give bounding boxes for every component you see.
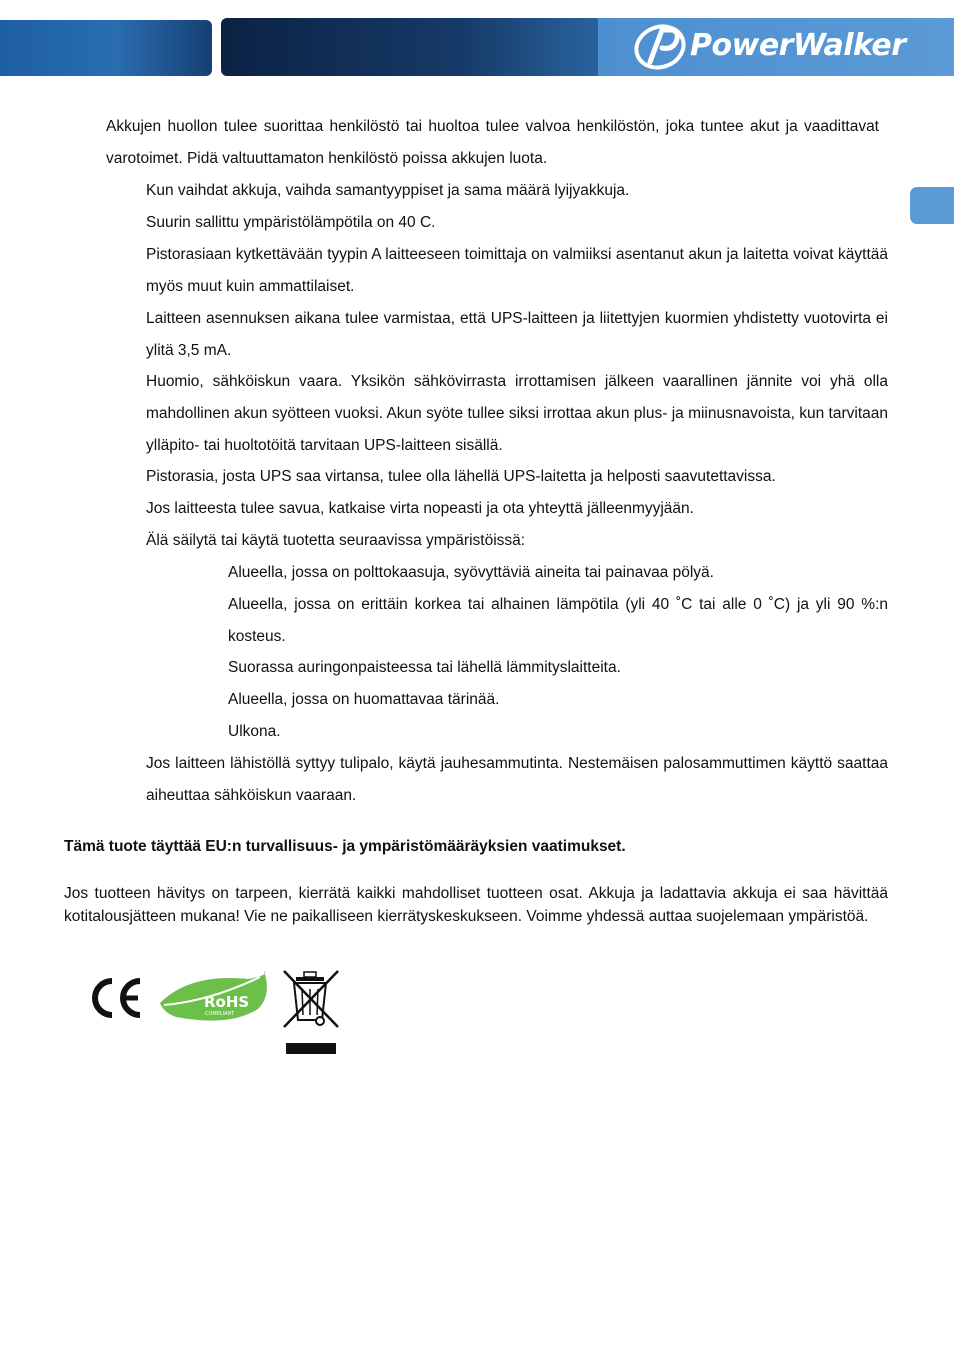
compliance-marks (80, 965, 360, 1060)
rohs-label: RoHS (204, 993, 250, 1011)
rohs-sublabel: COMPLIANT (205, 1011, 235, 1017)
weee-crossed-bin-icon (284, 971, 338, 1054)
paragraph-fire: Jos laitteen lähistöllä syttyy tulipalo, käytä jauhesammutinta. Nestemäisen palosammuttimen käyttö saattaa aiheuttaa sähköiskun vaaraan. (146, 755, 888, 804)
paragraph-type-a-device: Pistorasiaan kytkettävään tyypin A laitteeseen toimittaja on valmiiksi asentanut akun ja laitetta voivat käyttää myös muut kuin ammattilaiset. (146, 246, 888, 295)
header-banner (0, 18, 954, 76)
ce-mark-icon (95, 981, 140, 1015)
paragraph-battery-replace: Kun vaihdat akkuja, vaihda samantyyppiset ja sama määrä lyijyakkuja. (146, 182, 630, 199)
paragraph-environment-intro: Älä säilytä tai käytä tuotetta seuraavissa ympäristöissä: (146, 532, 526, 549)
environment-item: Ulkona. (228, 723, 281, 740)
paragraph-battery-maintenance: Akkujen huollon tulee suorittaa henkilöstö tai huoltoa tulee valvoa henkilöstön, joka tuntee akut ja vaadittavat varotoimet. Pidä valtuuttamaton henkilöstö poissa akkujen luota. (106, 118, 879, 167)
environment-item: Alueella, jossa on erittäin korkea tai alhainen lämpötila (yli 40 ˚C tai alle 0 ˚C) ja yli 90 %:n kosteus. (228, 596, 888, 645)
paragraph-max-temperature: Suurin sallittu ympäristölämpötila on 40 C. (146, 214, 436, 231)
environment-item: Suorassa auringonpaisteessa tai lähellä lämmityslaitteita. (228, 659, 621, 676)
brand-name: PowerWalker (690, 28, 906, 63)
paragraph-socket-access: Pistorasia, josta UPS saa virtansa, tulee olla lähellä UPS-laitetta ja helposti saavutettavissa. (146, 468, 776, 485)
header-left-bar (0, 20, 212, 76)
powerwalker-swirl-icon (632, 22, 688, 72)
header-middle-bar (221, 18, 621, 76)
paragraph-smoke: Jos laitteesta tulee savua, katkaise virta nopeasti ja ota yhteyttä jälleenmyyjään. (146, 500, 694, 517)
powerwalker-logo (632, 22, 942, 72)
environment-item: Alueella, jossa on polttokaasuja, syövyttäviä aineita tai painavaa pölyä. (228, 564, 714, 581)
paragraph-leakage-current: Laitteen asennuksen aikana tulee varmistaa, että UPS-laitteen ja liitettyjen kuormien yhdistetty vuotovirta ei ylitä 3,5 mA. (146, 310, 888, 359)
side-tab (910, 187, 954, 224)
paragraph-shock-warning: Huomio, sähköiskun vaara. Yksikön sähkövirrasta irrottamisen jälkeen vaarallinen jännite voi yhä olla mahdollinen akun syötteen vuoksi. Akun syöte tullee siksi irrottaa akun plus- ja miinusnavoista, kun tarvitaan ylläpito- tai huoltotöitä tarvitaan UPS-laitteen sisällä. (146, 373, 888, 454)
compliance-heading: Tämä tuote täyttää EU:n turvallisuus- ja ympäristömääräyksien vaatimukset. (64, 838, 626, 855)
rohs-leaf-icon (160, 971, 267, 1021)
environment-item: Alueella, jossa on huomattavaa tärinää. (228, 691, 500, 708)
recycling-text: Jos tuotteen hävitys on tarpeen, kierrätä kaikki mahdolliset tuotteen osat. Akkuja ja ladattavia akkuja ei saa hävittää kotitalousjätteen mukana! Vie ne paikalliseen kierrätyskeskukseen. Voimme yhdessä auttaa suojelemaan ympäristöä. (64, 885, 888, 925)
